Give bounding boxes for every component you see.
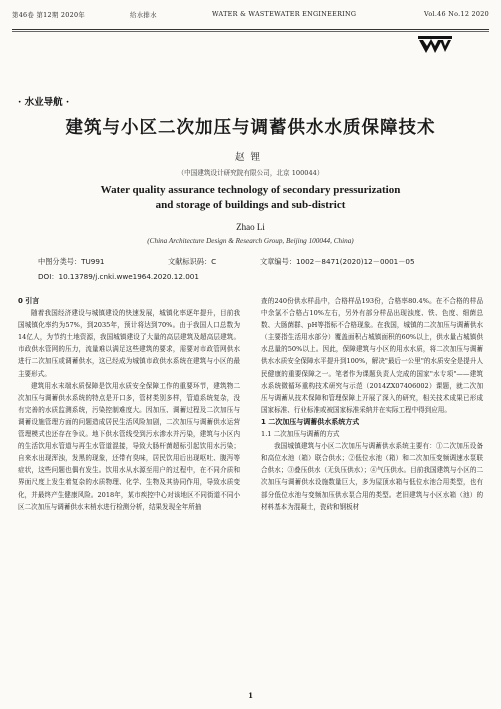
left-column bbox=[18, 295, 240, 513]
article-title-zh: 建筑与小区二次加压与调蓄供水水质保障技术 bbox=[65, 118, 436, 138]
affiliation-zh: （中国建筑设计研究院有限公司，北京 100044） bbox=[177, 169, 324, 177]
section-heading-introduction: 0 引言 bbox=[18, 297, 40, 305]
right-column bbox=[261, 295, 483, 513]
author-en: Zhao Li bbox=[236, 222, 265, 232]
header-rule bbox=[12, 29, 489, 30]
paragraph: 建筑用水末端水质保障是饮用水质安全保障工作的重要环节，建筑物二次加压与调蓄供水系统的特点是开口多，管材类别多样，管道系统复杂，没有完善的水质监测系统，污染控制难度大。因加压、调蓄过程及二次加压与调蓄设施管理方面的问题造成居民生活风险加剧，二次加压与调蓄供水运营管理模式也还存在争议。地下供水管线受到污水渗水并污染，建筑与小区内的生活饮用水管道与再生水管道混接，导致大肠杆菌超标引起饮用水污染；自来水出现浑浊，发黑的现象，还带有臭味，居民饮用后出现呕吐、腹泻等症状，这些问题也偶有发生。饮用水从水源至用户的过程中，在不同介质和界面尺度上发生着复杂的水质物理、化学、生物及其协同作用，导致水质变化，并最终产生健康风险。2018年，某市疾控中心对该地区不同街道不同小区二次加压与调蓄供水末梢水进行检测分析，结果发现全年所抽 bbox=[18, 381, 240, 511]
title-en-line-1: Water quality assurance technology of secondary pressurization bbox=[100, 184, 401, 196]
affiliation-en: (China Architecture Design & Research Group, Beijing 100044, China) bbox=[147, 237, 354, 245]
document-code: 文献标识码：C bbox=[168, 257, 217, 266]
header-rule-thin bbox=[12, 31, 489, 32]
journal-logo-icon bbox=[418, 36, 452, 54]
author-zh: 赵锂 bbox=[234, 152, 266, 163]
paragraph: 随着我国经济建设与城镇建设的快速发展，城镇化率逐年提升，目前我国城镇化率约为57%，到2035年，预计将达到70%。由于我国人口总数为14亿人，为节约土地资源，我国城镇建设了大量的高层建筑及超高层建筑。市政供水管网的压力，流量难以满足这些建筑的要求，需要对市政管网供水进行二次加压或调蓄供水，这已经成为城镇市政供水系统在建筑与小区的最主要形式。 bbox=[18, 309, 240, 378]
running-header bbox=[12, 8, 489, 24]
article-number: 文章编号：1002－8471(2020)12－0001－05 bbox=[260, 257, 415, 266]
header-volume: 第46卷 第12期 2020年 bbox=[12, 11, 86, 19]
header-journal-zh: 给水排水 bbox=[130, 11, 157, 19]
header-volume-en: Vol.46 No.12 2020 bbox=[424, 10, 489, 18]
page-number: 1 bbox=[248, 691, 253, 700]
header-journal-en: WATER & WASTEWATER ENGINEERING bbox=[212, 10, 357, 18]
subsection-heading-1-1: 1.1 二次加压与调蓄的方式 bbox=[261, 430, 340, 439]
clc-number: 中图分类号：TU991 bbox=[38, 257, 105, 266]
section-heading-1: 1 二次加压与调蓄供水系统方式 bbox=[261, 417, 360, 426]
title-en-line-2: and storage of buildings and sub-district bbox=[155, 199, 346, 211]
doi: DOI：10.13789/j.cnki.wwe1964.2020.12.001 bbox=[38, 272, 199, 281]
paragraph: 查的240份供水样品中，合格样品193份，合格率80.4%。在不合格的样品中余氯不合格占10%左右，另外有部分样品出现浊度、铁、色度、细菌总数、大肠菌群、pH等指标不合格现象。在我国，城镇的二次加压与调蓄供水（主要指生活用水部分）覆盖面积占城镇面积的60%以上，供水量占城镇供水总量的50%以上。因此，保障建筑与小区的用水水质，将二次加压与调蓄供水水质安全保障水平提升到100%，解决"最后一公里"的水质安全是提升人民健康的重要保障之一。笔者作为课题负责人完成的国家"水专项"——建筑水系统微循环重构技术研究与示范（2014ZX07406002）课题，就二次加压与调蓄从技术保障和管理保障上开展了深入的研究，相关技术成果已形成国家标准、行业标准或被国家标准采纳并在实际工程中得到应用。 bbox=[261, 297, 483, 414]
paragraph: 我国城镇建筑与小区二次加压与调蓄供水系统主要有：①二次加压设备和高位水池（箱）联合供水；②低位水池（箱）和二次加压变频调速水泵联合供水；③叠压供水（无负压供水）；④气压供水。目前我国建筑与小区的二次加压与调蓄供水设施数量巨大，多为屋顶水箱与低位水池合用类型，也有部分低位水池与变频加压供水泵合用的类型。老旧建筑与小区水箱（池）的材料基本为混凝土，瓷砖和钢板材 bbox=[261, 442, 483, 511]
column-kicker: · 水业导航 · bbox=[18, 97, 70, 108]
article-title-en bbox=[0, 183, 501, 213]
